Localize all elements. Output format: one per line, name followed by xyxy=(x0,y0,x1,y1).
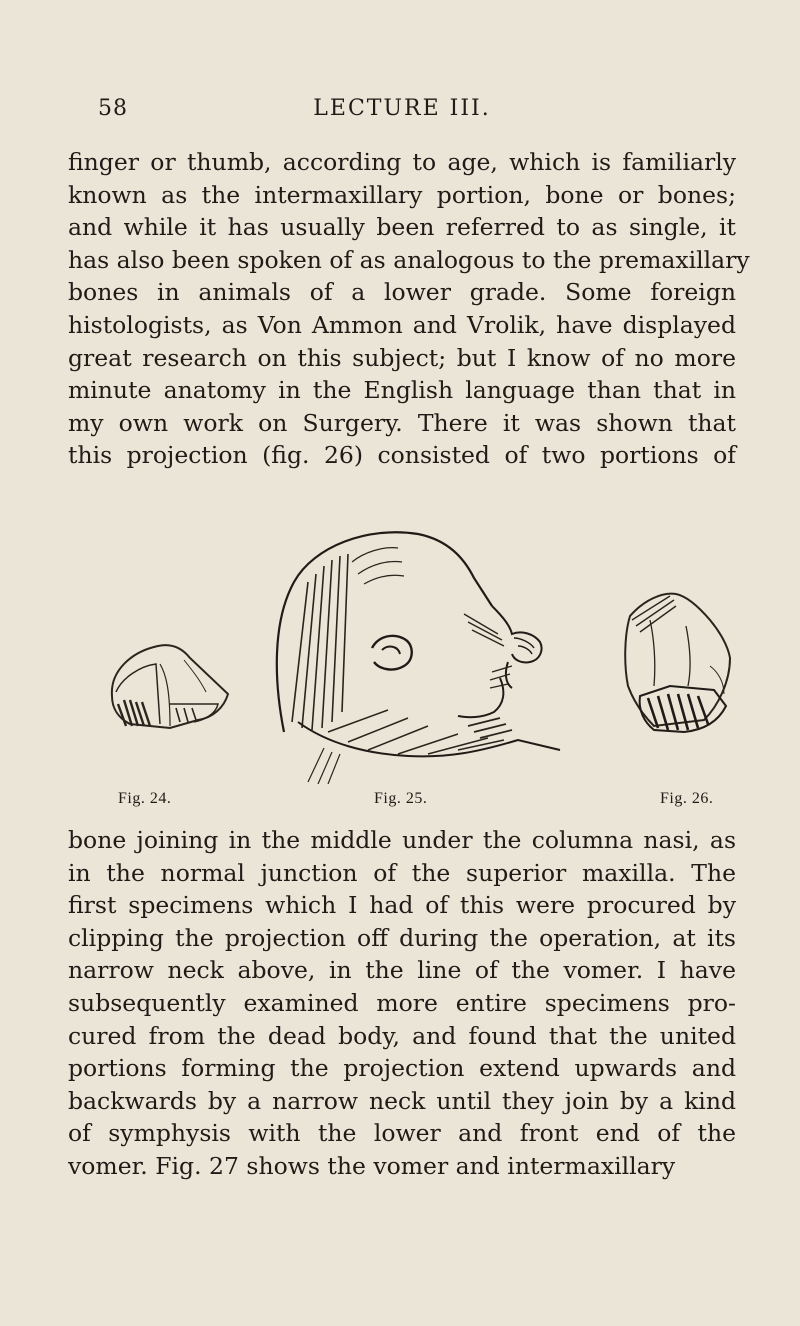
text-line: bone joining in the middle under the columna nasi, as xyxy=(68,826,736,854)
fig-24-illustration xyxy=(100,634,240,734)
text-line: histologists, as Von Ammon and Vrolik, have displayed xyxy=(68,310,736,339)
page-number: 58 xyxy=(98,96,128,121)
figure-plate xyxy=(0,522,800,822)
fig-26-illustration xyxy=(614,586,746,736)
text-line: bones in animals of a lower grade. Some foreign xyxy=(68,278,736,307)
paragraph-top xyxy=(68,146,750,472)
text-line: subsequently examined more entire specimens pro- xyxy=(68,988,736,1017)
text-line: backwards by a narrow neck until they join by a kind xyxy=(68,1086,736,1115)
fig-25-illustration xyxy=(268,522,568,784)
text-line: and while it has usually been referred to as single, it xyxy=(68,213,736,242)
fig-24-caption: Fig. 24. xyxy=(118,790,172,807)
text-line: in the normal junction of the superior maxilla. The xyxy=(68,858,736,887)
text-line: vomer. Fig. 27 shows the vomer and intermaxillary xyxy=(68,1151,676,1180)
paragraph-bottom xyxy=(68,824,736,1183)
text-line: first specimens which I had of this were procured by xyxy=(68,891,736,920)
text-line: cured from the dead body, and found that the united xyxy=(68,1021,736,1050)
page-header xyxy=(68,96,736,130)
text-line: this projection (fig. 26) consisted of two portions of xyxy=(68,441,736,470)
text-line: clipping the projection off during the operation, at its xyxy=(68,923,736,952)
text-line: finger or thumb, according to age, which is familiarly xyxy=(68,148,736,176)
fig-25-caption: Fig. 25. xyxy=(374,790,428,807)
fig-26-caption: Fig. 26. xyxy=(660,790,714,807)
text-line: known as the intermaxillary portion, bone or bones; xyxy=(68,180,736,209)
text-line: of symphysis with the lower and front end of the xyxy=(68,1119,736,1148)
text-line: has also been spoken of as analogous to the premaxillary xyxy=(68,245,750,274)
text-line: portions forming the projection extend upwards and xyxy=(68,1054,736,1083)
text-line: narrow neck above, in the line of the vomer. I have xyxy=(68,956,736,985)
text-line: minute anatomy in the English language than that in xyxy=(68,376,736,405)
text-line: great research on this subject; but I know of no more xyxy=(68,343,736,372)
text-line: my own work on Surgery. There it was shown that xyxy=(68,408,736,437)
running-head: LECTURE III. xyxy=(313,96,491,121)
